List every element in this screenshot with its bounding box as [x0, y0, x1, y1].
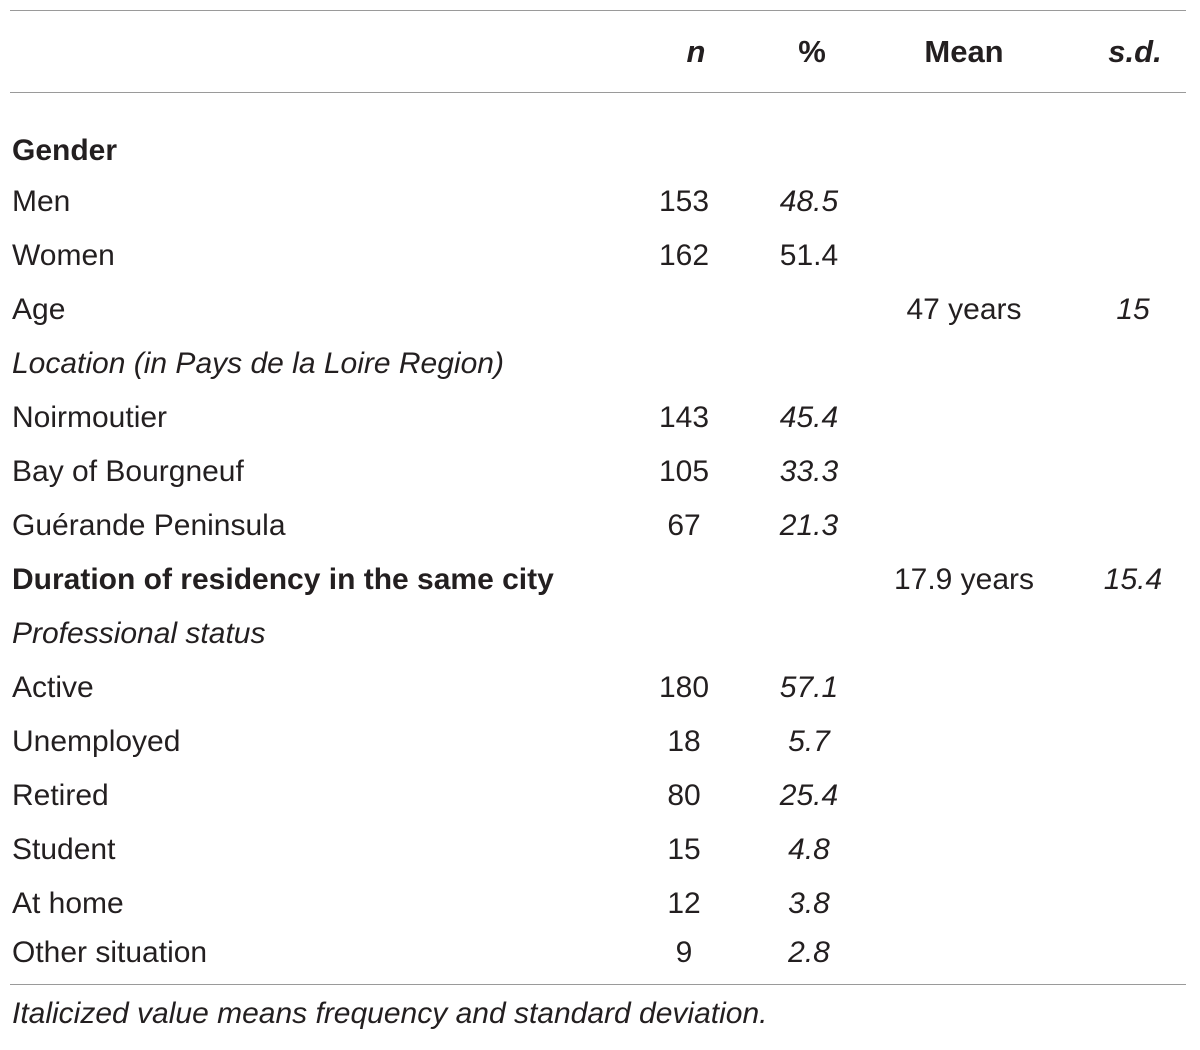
- row-label: Noirmoutier: [10, 391, 636, 445]
- cell-n: 67: [636, 499, 756, 553]
- cell-percent: 3.8: [756, 877, 868, 931]
- row-label: Unemployed: [10, 715, 636, 769]
- cell-mean: [868, 391, 1068, 445]
- cell-percent: [756, 283, 868, 337]
- cell-sd: [1068, 499, 1186, 553]
- row-label: Student: [10, 823, 636, 877]
- footnote-row: [10, 985, 1186, 1050]
- cell-sd: [1068, 93, 1186, 175]
- cell-percent: 45.4: [756, 391, 868, 445]
- row-label: At home: [10, 877, 636, 931]
- cell-mean: [868, 715, 1068, 769]
- table-row: [10, 283, 1186, 337]
- table-row: [10, 607, 1186, 661]
- table-footnote: Italicized value means frequency and standard deviation.: [10, 985, 1186, 1050]
- table-footer: [10, 985, 1186, 1050]
- row-label: Men: [10, 175, 636, 229]
- cell-sd: [1068, 931, 1186, 985]
- cell-mean: [868, 175, 1068, 229]
- table-row: [10, 931, 1186, 985]
- cell-mean: [868, 229, 1068, 283]
- header-n: n: [636, 11, 756, 93]
- row-label: Bay of Bourgneuf: [10, 445, 636, 499]
- cell-n: [636, 283, 756, 337]
- cell-mean: [868, 823, 1068, 877]
- table-row: [10, 337, 1186, 391]
- cell-mean: [868, 877, 1068, 931]
- cell-n: 80: [636, 769, 756, 823]
- row-label: Retired: [10, 769, 636, 823]
- cell-mean: [868, 499, 1068, 553]
- cell-sd: 15: [1068, 283, 1186, 337]
- cell-n: [636, 337, 756, 391]
- cell-n: 105: [636, 445, 756, 499]
- cell-sd: [1068, 715, 1186, 769]
- row-label: Location (in Pays de la Loire Region): [10, 337, 636, 391]
- cell-n: 180: [636, 661, 756, 715]
- cell-mean: [868, 337, 1068, 391]
- cell-sd: [1068, 337, 1186, 391]
- demographics-table-container: [10, 10, 1186, 1050]
- table-row: [10, 93, 1186, 175]
- cell-sd: [1068, 445, 1186, 499]
- cell-sd: [1068, 175, 1186, 229]
- cell-percent: 33.3: [756, 445, 868, 499]
- cell-n: 162: [636, 229, 756, 283]
- cell-n: 143: [636, 391, 756, 445]
- row-label: Active: [10, 661, 636, 715]
- header-mean: Mean: [868, 11, 1068, 93]
- table-row: [10, 499, 1186, 553]
- cell-sd: [1068, 229, 1186, 283]
- cell-percent: [756, 607, 868, 661]
- table-row: [10, 715, 1186, 769]
- cell-sd: [1068, 607, 1186, 661]
- table-row: [10, 445, 1186, 499]
- cell-percent: 51.4: [756, 229, 868, 283]
- cell-mean: [868, 769, 1068, 823]
- header-label: [10, 11, 636, 93]
- cell-sd: 15.4: [1068, 553, 1186, 607]
- cell-percent: 25.4: [756, 769, 868, 823]
- table-body: [10, 93, 1186, 985]
- cell-n: 9: [636, 931, 756, 985]
- cell-percent: 5.7: [756, 715, 868, 769]
- header-percent: %: [756, 11, 868, 93]
- row-label: Duration of residency in the same city: [10, 553, 636, 607]
- table-row: [10, 175, 1186, 229]
- cell-percent: 57.1: [756, 661, 868, 715]
- table-row: [10, 553, 1186, 607]
- table-row: [10, 391, 1186, 445]
- row-label: Gender: [10, 93, 636, 175]
- cell-n: [636, 553, 756, 607]
- cell-n: 153: [636, 175, 756, 229]
- cell-n: 15: [636, 823, 756, 877]
- row-label: Other situation: [10, 931, 636, 985]
- demographics-table: [10, 10, 1186, 1050]
- header-row: [10, 11, 1186, 93]
- cell-percent: [756, 337, 868, 391]
- cell-percent: 2.8: [756, 931, 868, 985]
- cell-percent: 48.5: [756, 175, 868, 229]
- cell-percent: 21.3: [756, 499, 868, 553]
- row-label: Guérande Peninsula: [10, 499, 636, 553]
- row-label: Professional status: [10, 607, 636, 661]
- cell-n: 18: [636, 715, 756, 769]
- cell-sd: [1068, 769, 1186, 823]
- header-sd: s.d.: [1068, 11, 1186, 93]
- table-row: [10, 823, 1186, 877]
- cell-percent: [756, 93, 868, 175]
- cell-mean: [868, 445, 1068, 499]
- cell-mean: [868, 661, 1068, 715]
- cell-mean: 47 years: [868, 283, 1068, 337]
- table-row: [10, 769, 1186, 823]
- cell-n: [636, 607, 756, 661]
- cell-sd: [1068, 877, 1186, 931]
- cell-sd: [1068, 391, 1186, 445]
- table-row: [10, 877, 1186, 931]
- table-row: [10, 661, 1186, 715]
- row-label: Age: [10, 283, 636, 337]
- cell-percent: [756, 553, 868, 607]
- cell-mean: [868, 931, 1068, 985]
- cell-sd: [1068, 823, 1186, 877]
- cell-percent: 4.8: [756, 823, 868, 877]
- table-row: [10, 229, 1186, 283]
- cell-mean: [868, 93, 1068, 175]
- table-header: [10, 11, 1186, 93]
- cell-sd: [1068, 661, 1186, 715]
- cell-mean: 17.9 years: [868, 553, 1068, 607]
- row-label: Women: [10, 229, 636, 283]
- cell-n: [636, 93, 756, 175]
- cell-n: 12: [636, 877, 756, 931]
- cell-mean: [868, 607, 1068, 661]
